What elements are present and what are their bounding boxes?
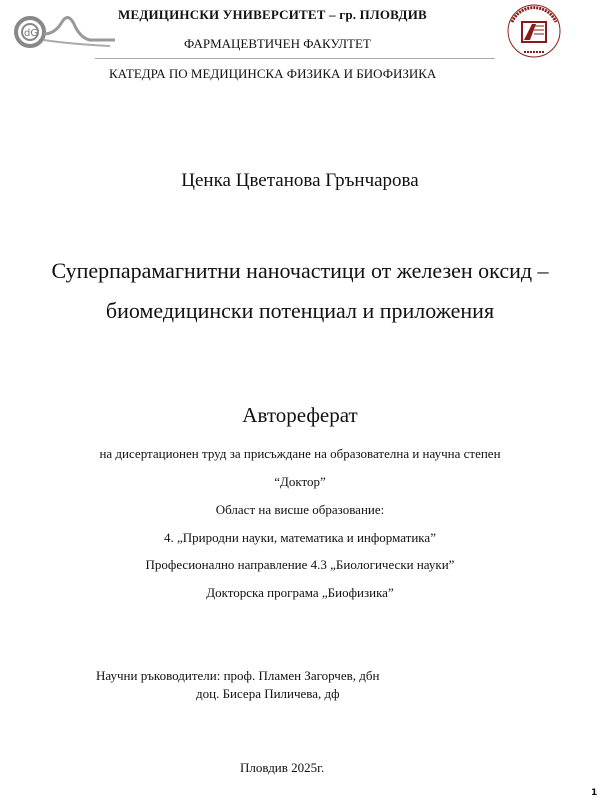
department-logo-icon (10, 12, 115, 52)
abstract-line: Докторска програма „Биофизика” (206, 585, 394, 600)
thesis-title-line-1: Суперпарамагнитни наночастици от железен оксид – (51, 258, 549, 283)
abstract-line: “Доктор” (274, 474, 326, 489)
thesis-title-line-2: биомедицински потенциал и приложения (105, 298, 495, 323)
city-year: Пловдив 2025г. (240, 760, 325, 775)
faculty-name: ФАРМАЦЕВТИЧЕН ФАКУЛТЕТ (184, 36, 371, 51)
supervisors-line-1: Научни ръководители: проф. Пламен Загорчев, дбн (96, 668, 380, 683)
abstract-heading: Автореферат (242, 403, 358, 427)
abstract-line: Професионално направление 4.3 „Биологически науки” (145, 557, 455, 572)
abstract-line: Област на висше образование: (215, 502, 385, 517)
department-name: КАТЕДРА ПО МЕДИЦИНСКА ФИЗИКА И БИОФИЗИКА (109, 66, 437, 81)
author-name: Ценка Цветанова Грънчарова (181, 170, 419, 191)
abstract-line: на дисертационен труд за присъждане на образователна и научна степен (99, 446, 501, 461)
page-number: 1 (591, 788, 598, 798)
faculty-seal-icon (502, 2, 566, 60)
abstract-line: 4. „Природни науки, математика и информатика” (164, 530, 436, 545)
header-divider (95, 58, 495, 59)
university-name: МЕДИЦИНСКИ УНИВЕРСИТЕТ – гр. ПЛОВДИВ (118, 7, 427, 22)
supervisors-line-2: доц. Бисера Пиличева, дф (196, 686, 340, 701)
svg-text:dG: dG (24, 28, 39, 39)
